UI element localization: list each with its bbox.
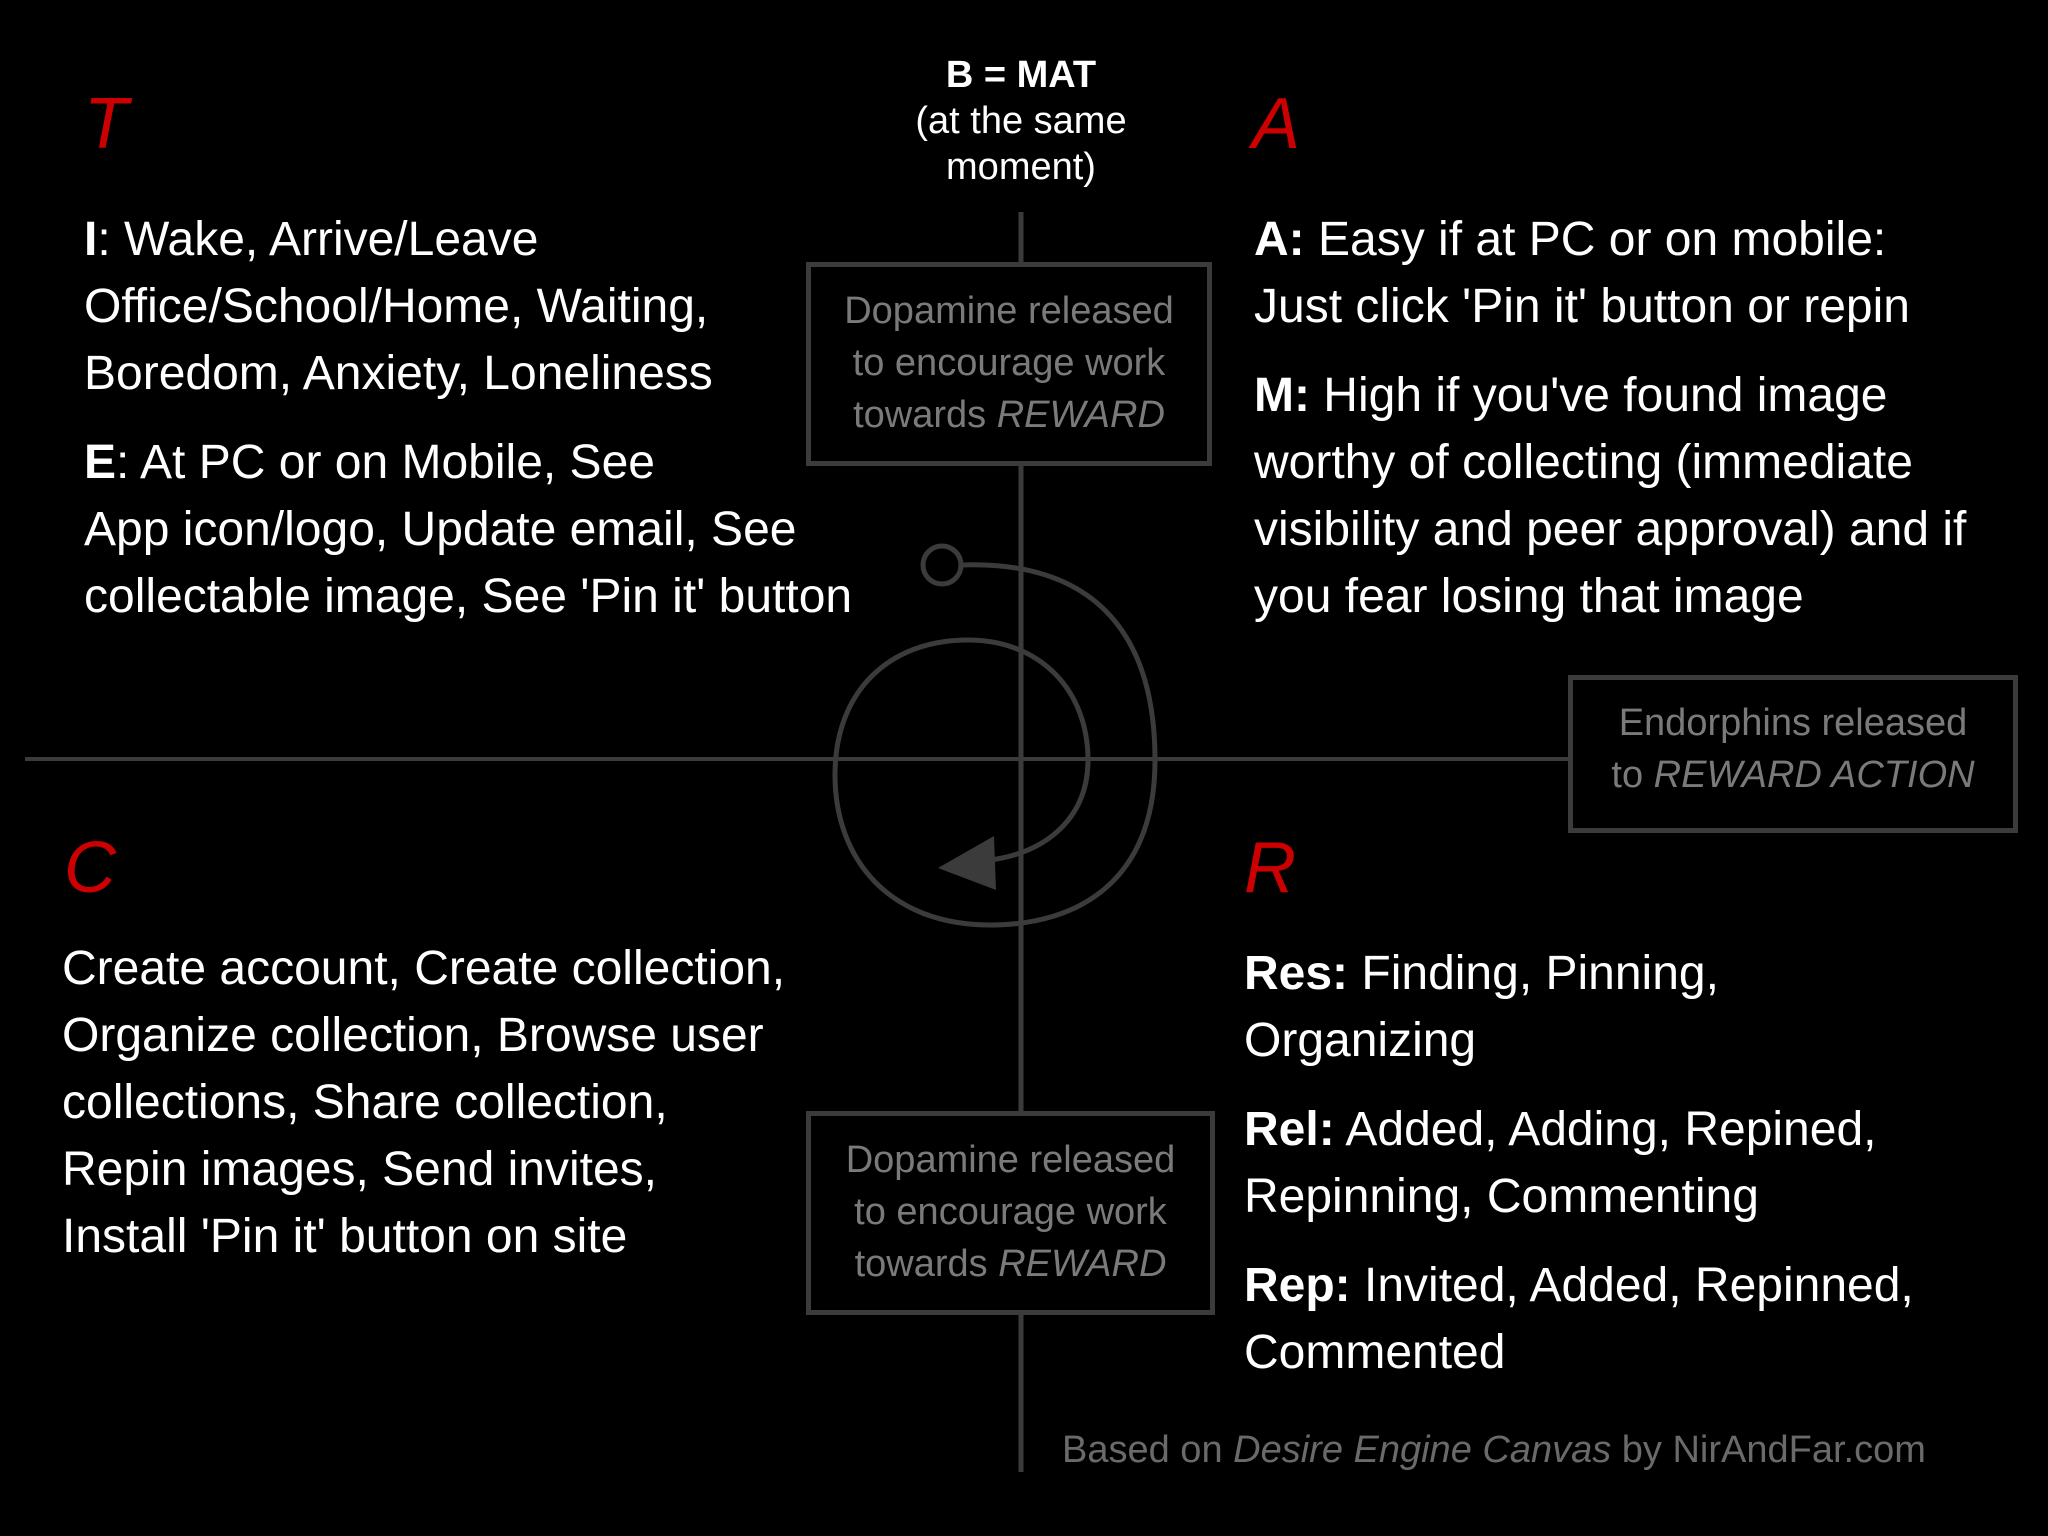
box-line bbox=[811, 389, 1207, 441]
reward-self-key: Res: bbox=[1244, 947, 1349, 1000]
box-line bbox=[811, 1238, 1210, 1290]
box-line: to encourage work bbox=[852, 342, 1166, 384]
dopamine-box-top bbox=[806, 262, 1212, 466]
cycle-start-dot bbox=[923, 546, 961, 584]
reward-tribe-line: Added, Adding, Repined, bbox=[1334, 1103, 1877, 1156]
trigger-external bbox=[84, 429, 852, 630]
box-line-prefix: to bbox=[1611, 754, 1654, 796]
box-line bbox=[1573, 749, 2013, 801]
action-ability-key: A: bbox=[1254, 213, 1305, 266]
credit-italic: Desire Engine Canvas bbox=[1233, 1429, 1612, 1471]
action-motivation-line: High if you've found image bbox=[1309, 369, 1888, 422]
trigger-internal-line: Office/School/Home, Waiting, bbox=[84, 280, 709, 333]
cycle-arrowhead-icon bbox=[938, 836, 996, 890]
commitment-line: Repin images, Send invites, bbox=[62, 1143, 657, 1196]
action-motivation-line: worthy of collecting (immediate bbox=[1254, 436, 1913, 489]
box-line-prefix: towards bbox=[853, 394, 997, 436]
action-ability-line: Easy if at PC or on mobile: bbox=[1304, 213, 1887, 266]
box-line-italic: REWARD bbox=[998, 1243, 1167, 1285]
endorphins-box bbox=[1568, 675, 2018, 833]
trigger-text bbox=[84, 206, 852, 652]
action-motivation-line: visibility and peer approval) and if bbox=[1254, 503, 1967, 556]
box-line: Dopamine released bbox=[845, 1139, 1176, 1181]
reward-hunt-line: Invited, Added, Repinned, bbox=[1350, 1259, 1914, 1312]
box-line-prefix: towards bbox=[854, 1243, 999, 1285]
reward-tribe-key: Rel: bbox=[1244, 1103, 1335, 1156]
trigger-internal-line: Boredom, Anxiety, Loneliness bbox=[84, 347, 713, 400]
commitment-line: Install 'Pin it' button on site bbox=[62, 1210, 628, 1263]
letter-commitment: C bbox=[64, 828, 116, 908]
action-text bbox=[1254, 206, 1966, 652]
commitment-line: collections, Share collection, bbox=[62, 1076, 668, 1129]
credit-text bbox=[1062, 1424, 1926, 1476]
action-motivation-line: you fear losing that image bbox=[1254, 570, 1804, 623]
box-line: Dopamine released bbox=[844, 290, 1174, 332]
trigger-internal-line: : Wake, Arrive/Leave bbox=[97, 213, 539, 266]
box-line: Endorphins released bbox=[1618, 702, 1968, 744]
box-line-italic: REWARD bbox=[996, 394, 1165, 436]
reward-tribe-line: Repinning, Commenting bbox=[1244, 1170, 1759, 1223]
credit-suffix: by NirAndFar.com bbox=[1611, 1429, 1926, 1471]
reward-tribe bbox=[1244, 1096, 1914, 1230]
trigger-internal bbox=[84, 206, 852, 407]
action-ability-line: Just click 'Pin it' button or repin bbox=[1254, 280, 1910, 333]
trigger-internal-key: I bbox=[84, 213, 98, 266]
reward-self-line: Organizing bbox=[1244, 1014, 1477, 1067]
commitment-text bbox=[62, 935, 785, 1292]
action-ability bbox=[1254, 206, 1966, 340]
center-formula bbox=[871, 52, 1171, 190]
letter-trigger: T bbox=[84, 84, 128, 164]
reward-self bbox=[1244, 940, 1914, 1074]
letter-reward: R bbox=[1244, 828, 1296, 908]
formula-subtitle-2: moment) bbox=[946, 146, 1096, 188]
box-line: to encourage work bbox=[854, 1191, 1167, 1233]
commitment-list bbox=[62, 935, 785, 1270]
action-motivation-key: M: bbox=[1254, 369, 1310, 422]
formula-text: B = MAT bbox=[945, 54, 1097, 96]
commitment-line: Organize collection, Browse user bbox=[62, 1009, 764, 1062]
action-motivation bbox=[1254, 362, 1966, 630]
credit-prefix: Based on bbox=[1062, 1429, 1234, 1471]
box-line-italic: REWARD ACTION bbox=[1653, 754, 1975, 796]
trigger-external-line: App icon/logo, Update email, See bbox=[84, 503, 797, 556]
formula-subtitle-1: (at the same bbox=[915, 100, 1127, 142]
trigger-external-line: : At PC or on Mobile, See bbox=[116, 436, 655, 489]
reward-hunt bbox=[1244, 1252, 1914, 1386]
trigger-external-key: E bbox=[84, 436, 117, 489]
letter-action: A bbox=[1252, 84, 1301, 164]
reward-hunt-line: Commented bbox=[1244, 1326, 1506, 1379]
commitment-line: Create account, Create collection, bbox=[62, 942, 786, 995]
reward-hunt-key: Rep: bbox=[1244, 1259, 1351, 1312]
trigger-external-line: collectable image, See 'Pin it' button bbox=[84, 570, 853, 623]
dopamine-box-bottom bbox=[806, 1111, 1215, 1315]
reward-text bbox=[1244, 940, 1914, 1408]
reward-self-line: Finding, Pinning, bbox=[1348, 947, 1719, 1000]
